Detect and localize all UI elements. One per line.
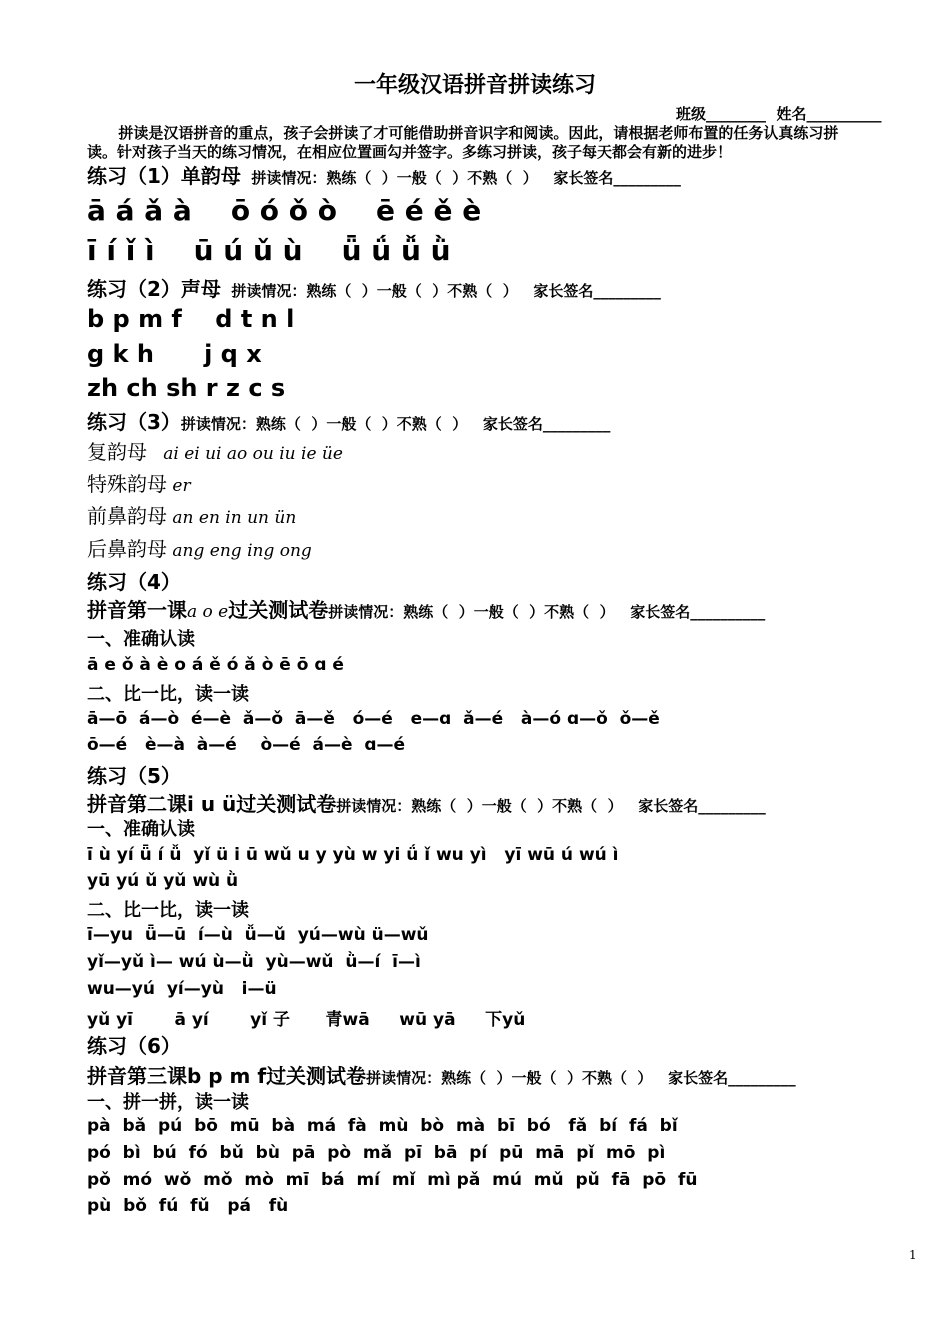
ex4-title: 练习（4） [87, 570, 181, 594]
ex3-row-value: ang eng ing ong [167, 541, 312, 561]
intro-line-2: 读。针对孩子当天的练习情况，在相应位置画勾并签字。多练习拼读，孩子每天都会有新的进步！ [87, 143, 733, 161]
ex5-s1-heading: 一、准确认读 [87, 819, 195, 840]
ex3-row-1 [87, 436, 343, 465]
ex5-s2-line-2: yǐ—yǔ ì— wú ù—ǜ yù—wǔ ǜ—í ī—ì [87, 952, 421, 972]
ex1-line-1: ā á ǎ à ō ó ǒ ò ē é ě è [87, 194, 482, 227]
ex3-heading [87, 406, 610, 435]
ex5-s2-line-4: yǔ yī ā yí yǐ 子 青wā wū yā 下yǔ [87, 1010, 526, 1030]
ex6-sub-letters: b p m f [187, 1064, 267, 1088]
ex5-sub-tail: 过关测试卷 [236, 792, 337, 816]
ex5-status: 拼读情况：熟练（ ）一般（ ）不熟（ ） 家长签名_________ [336, 797, 766, 815]
ex2-line-3: zh ch sh r z c s [87, 374, 286, 402]
ex4-s2-line-2: ō—é è—à à—é ò—é á—è ɑ—é [87, 735, 406, 755]
ex4-s1-heading: 一、准确认读 [87, 629, 195, 650]
ex2-line-1: b p m f d t n l [87, 305, 295, 333]
class-name-field: 班级________ 姓名__________ [676, 105, 882, 123]
ex5-s2-line-3: wu—yú yí—yù i—ü [87, 979, 277, 999]
ex6-line-4: pù bǒ fú fǔ pá fù [87, 1196, 289, 1216]
ex2-line-2: g k h j q x [87, 340, 262, 368]
ex2-title: 练习（2）声母 [87, 277, 221, 301]
ex5-sub-letters: i u ü [187, 792, 237, 816]
ex3-row-label: 后鼻韵母 [87, 537, 167, 561]
ex3-row-value: ai ei ui ao ou iu ie üe [147, 444, 343, 464]
ex6-title: 练习（6） [87, 1034, 181, 1058]
ex4-s1-line: ā e ǒ à è o á ě ó ǎ ò ē ō ɑ é [87, 655, 344, 675]
ex3-row-2 [87, 468, 191, 497]
ex6-status: 拼读情况：熟练（ ）一般（ ）不熟（ ） 家长签名_________ [366, 1069, 796, 1087]
ex5-s2-line-1: ī—yu ǖ—ū í—ù ǚ—ǔ yú—wù ü—wǔ [87, 925, 429, 945]
ex1-heading [87, 160, 681, 189]
ex5-sub: 拼音第二课 [87, 792, 187, 816]
ex6-line-1: pà bǎ pú bō mū bà má fà mù bò mà bī bó fǎ bí fá bǐ [87, 1116, 678, 1136]
ex3-row-value: an en in un ün [167, 508, 297, 528]
ex5-s2-heading: 二、比一比，读一读 [87, 900, 249, 921]
ex6-sub-tail: 过关测试卷 [266, 1064, 367, 1088]
ex4-s2-heading: 二、比一比，读一读 [87, 684, 249, 705]
ex3-row-value: er [167, 476, 191, 496]
ex1-status: 拼读情况：熟练（ ）一般（ ）不熟（ ） 家长签名_________ [240, 169, 681, 187]
ex1-title: 练习（1）单韵母 [87, 164, 241, 188]
ex3-row-4 [87, 533, 312, 562]
ex2-heading [87, 273, 661, 302]
ex4-status: 拼读情况：熟练（ ）一般（ ）不熟（ ） 家长签名__________ [328, 603, 766, 621]
ex4-sub-letters: a o e [187, 602, 229, 622]
ex1-line-2: ī í ǐ ì ū ú ǔ ù ǖ ǘ ǚ ǜ [87, 234, 451, 267]
ex6-s1-heading: 一、拼一拼，读一读 [87, 1092, 249, 1113]
ex3-status: 拼读情况：熟练（ ）一般（ ）不熟（ ） 家长签名_________ [180, 415, 611, 433]
ex3-row-3 [87, 500, 296, 529]
ex6-line-2: pó bì bú fó bǔ bù pā pò mǎ pī bā pí pū mā pǐ mō pì [87, 1143, 666, 1163]
ex3-row-label: 复韵母 [87, 440, 147, 464]
ex3-row-label: 前鼻韵母 [87, 504, 167, 528]
ex4-sub-tail: 过关测试卷 [228, 598, 329, 622]
ex4-subheading [87, 594, 765, 623]
ex3-row-label: 特殊韵母 [87, 472, 167, 496]
ex6-line-3: pǒ mó wǒ mǒ mò mī bá mí mǐ mì pǎ mú mǔ pǔ fā pō fū [87, 1170, 698, 1190]
ex5-s1-line-2: yū yú ǔ yǔ wù ǜ [87, 871, 239, 891]
ex4-sub: 拼音第一课 [87, 598, 187, 622]
page-title: 一年级汉语拼音拼读练习 [353, 73, 596, 98]
ex5-title: 练习（5） [87, 764, 181, 788]
ex2-status: 拼读情况：熟练（ ）一般（ ）不熟（ ） 家长签名_________ [220, 282, 661, 300]
ex6-subheading [87, 1060, 796, 1089]
ex3-title: 练习（3） [87, 410, 181, 434]
intro-line-1: 拼读是汉语拼音的重点，孩子会拼读了才可能借助拼音识字和阅读。因此，请根据老师布置的任务认真练习拼 [87, 124, 839, 142]
page-number: 1 [909, 1248, 917, 1262]
ex5-s1-line-1: ī ù yí ǖ í ǚ yǐ ü i ū wǔ u y yù w yi ǘ ǐ wu yì yī wū ú wú ì [87, 845, 619, 865]
ex6-sub: 拼音第三课 [87, 1064, 187, 1088]
ex5-subheading [87, 788, 766, 817]
ex4-s2-line-1: ā—ō á—ò é—è ǎ—ǒ ā—ě ó—é e—ɑ ǎ—é à—ó ɑ—ǒ ǒ—ě [87, 709, 660, 729]
